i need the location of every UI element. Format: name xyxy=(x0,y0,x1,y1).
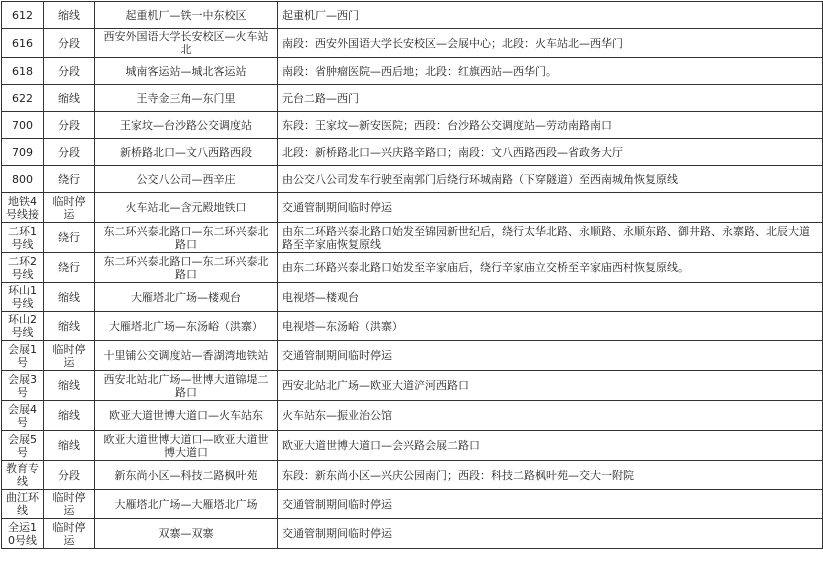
table-row xyxy=(2,85,823,112)
route-number-cell: 二环1号线 xyxy=(2,223,44,253)
table-row xyxy=(2,431,823,461)
route-span-cell: 城南客运站—城北客运站 xyxy=(95,58,278,85)
table-row xyxy=(2,253,823,283)
adjustment-cell: 由东二环路兴泰北路口始发至辛家庙后，绕行辛家庙立交桥至辛家庙西村恢复原线。 xyxy=(278,253,823,283)
adjust-type-cell: 分段 xyxy=(44,58,95,85)
route-span-cell: 大雁塔北广场—大雁塔北广场 xyxy=(95,490,278,519)
route-number-cell: 环山2号线 xyxy=(2,312,44,341)
route-number-cell: 会展3号 xyxy=(2,371,44,401)
adjust-type-cell: 分段 xyxy=(44,139,95,166)
adjust-type-cell: 缩线 xyxy=(44,2,95,29)
table-row xyxy=(2,193,823,223)
route-span-cell: 东二环兴泰北路口—东二环兴泰北路口 xyxy=(95,253,278,283)
table-row xyxy=(2,401,823,431)
route-number-cell: 800 xyxy=(2,166,44,193)
route-number-cell: 会展4号 xyxy=(2,401,44,431)
adjustment-cell: 起重机厂—西门 xyxy=(278,2,823,29)
route-span-cell: 双寨—双寨 xyxy=(95,519,278,549)
adjustment-cell: 交通管制期间临时停运 xyxy=(278,490,823,519)
route-number-cell: 全运10号线 xyxy=(2,519,44,549)
table-body xyxy=(2,2,823,549)
table-row xyxy=(2,58,823,85)
table-row xyxy=(2,139,823,166)
route-span-cell: 火车站北—含元殿地铁口 xyxy=(95,193,278,223)
adjustment-cell: 南段：省肿瘤医院—西后地；北段：红旗西站—西华门。 xyxy=(278,58,823,85)
adjust-type-cell: 缩线 xyxy=(44,431,95,461)
table-row xyxy=(2,166,823,193)
adjust-type-cell: 分段 xyxy=(44,461,95,490)
route-number-cell: 616 xyxy=(2,29,44,58)
route-span-cell: 欧亚大道世博大道口—火车站东 xyxy=(95,401,278,431)
adjustment-cell: 交通管制期间临时停运 xyxy=(278,193,823,223)
route-span-cell: 新桥路北口—文八西路西段 xyxy=(95,139,278,166)
adjust-type-cell: 临时停运 xyxy=(44,490,95,519)
table-row xyxy=(2,223,823,253)
route-number-cell: 622 xyxy=(2,85,44,112)
table-row xyxy=(2,2,823,29)
table-row xyxy=(2,371,823,401)
adjust-type-cell: 临时停运 xyxy=(44,519,95,549)
adjustment-cell: 由东二环路兴泰北路口始发至锦园新世纪后，绕行太华北路、永顺路、永顺东路、御井路、永寨路、北辰大道路至辛家庙恢复原线 xyxy=(278,223,823,253)
route-adjustment-table xyxy=(1,1,823,549)
table-row xyxy=(2,29,823,58)
route-span-cell: 西安外国语大学长安校区—火车站北 xyxy=(95,29,278,58)
adjust-type-cell: 缩线 xyxy=(44,401,95,431)
route-span-cell: 大雁塔北广场—东汤峪（洪寨） xyxy=(95,312,278,341)
table-row xyxy=(2,283,823,312)
adjustment-cell: 交通管制期间临时停运 xyxy=(278,519,823,549)
adjust-type-cell: 分段 xyxy=(44,29,95,58)
route-number-cell: 700 xyxy=(2,112,44,139)
route-span-cell: 欧亚大道世博大道口—欧亚大道世博大道口 xyxy=(95,431,278,461)
table-row xyxy=(2,519,823,549)
route-span-cell: 东二环兴泰北路口—东二环兴泰北路口 xyxy=(95,223,278,253)
route-number-cell: 地铁4号线接 xyxy=(2,193,44,223)
adjust-type-cell: 缩线 xyxy=(44,312,95,341)
adjust-type-cell: 临时停运 xyxy=(44,193,95,223)
adjustment-cell: 元台二路—西门 xyxy=(278,85,823,112)
adjustment-cell: 西安北站北广场—欧亚大道浐河西路口 xyxy=(278,371,823,401)
route-adjustment-table-container xyxy=(1,1,823,549)
route-number-cell: 709 xyxy=(2,139,44,166)
route-span-cell: 王家坟—台沙路公交调度站 xyxy=(95,112,278,139)
route-number-cell: 会展1号 xyxy=(2,341,44,371)
route-number-cell: 618 xyxy=(2,58,44,85)
adjustment-cell: 由公交八公司发车行驶至南郭门后绕行环城南路（下穿隧道）至西南城角恢复原线 xyxy=(278,166,823,193)
table-row xyxy=(2,341,823,371)
adjustment-cell: 交通管制期间临时停运 xyxy=(278,341,823,371)
route-number-cell: 二环2号线 xyxy=(2,253,44,283)
adjustment-cell: 东段：王家坟—新安医院；西段：台沙路公交调度站—劳动南路南口 xyxy=(278,112,823,139)
adjust-type-cell: 缩线 xyxy=(44,371,95,401)
route-number-cell: 环山1号线 xyxy=(2,283,44,312)
route-span-cell: 西安北站北广场—世博大道锦堤二路口 xyxy=(95,371,278,401)
adjust-type-cell: 临时停运 xyxy=(44,341,95,371)
route-span-cell: 大雁塔北广场—楼观台 xyxy=(95,283,278,312)
adjust-type-cell: 缩线 xyxy=(44,283,95,312)
adjust-type-cell: 绕行 xyxy=(44,253,95,283)
adjustment-cell: 火车站东—振业治公馆 xyxy=(278,401,823,431)
adjustment-cell: 北段：新桥路北口—兴庆路辛路口；南段：文八西路西段—省政务大厅 xyxy=(278,139,823,166)
adjust-type-cell: 绕行 xyxy=(44,223,95,253)
adjust-type-cell: 缩线 xyxy=(44,85,95,112)
table-row xyxy=(2,312,823,341)
adjustment-cell: 电视塔—楼观台 xyxy=(278,283,823,312)
route-span-cell: 公交八公司—西辛庄 xyxy=(95,166,278,193)
table-row xyxy=(2,461,823,490)
table-row xyxy=(2,112,823,139)
route-number-cell: 会展5号 xyxy=(2,431,44,461)
adjustment-cell: 东段：新东尚小区—兴庆公园南门；西段：科技二路枫叶苑—交大一附院 xyxy=(278,461,823,490)
adjust-type-cell: 分段 xyxy=(44,112,95,139)
route-number-cell: 教育专线 xyxy=(2,461,44,490)
adjustment-cell: 南段：西安外国语大学长安校区—会展中心；北段：火车站北—西华门 xyxy=(278,29,823,58)
route-span-cell: 起重机厂—铁一中东校区 xyxy=(95,2,278,29)
route-number-cell: 曲江环线 xyxy=(2,490,44,519)
route-span-cell: 十里铺公交调度站—香湖湾地铁站 xyxy=(95,341,278,371)
adjustment-cell: 电视塔—东汤峪（洪寨） xyxy=(278,312,823,341)
adjust-type-cell: 绕行 xyxy=(44,166,95,193)
adjustment-cell: 欧亚大道世博大道口—会兴路会展二路口 xyxy=(278,431,823,461)
table-row xyxy=(2,490,823,519)
route-number-cell: 612 xyxy=(2,2,44,29)
route-span-cell: 新东尚小区—科技二路枫叶苑 xyxy=(95,461,278,490)
route-span-cell: 王寺金三角—东门里 xyxy=(95,85,278,112)
